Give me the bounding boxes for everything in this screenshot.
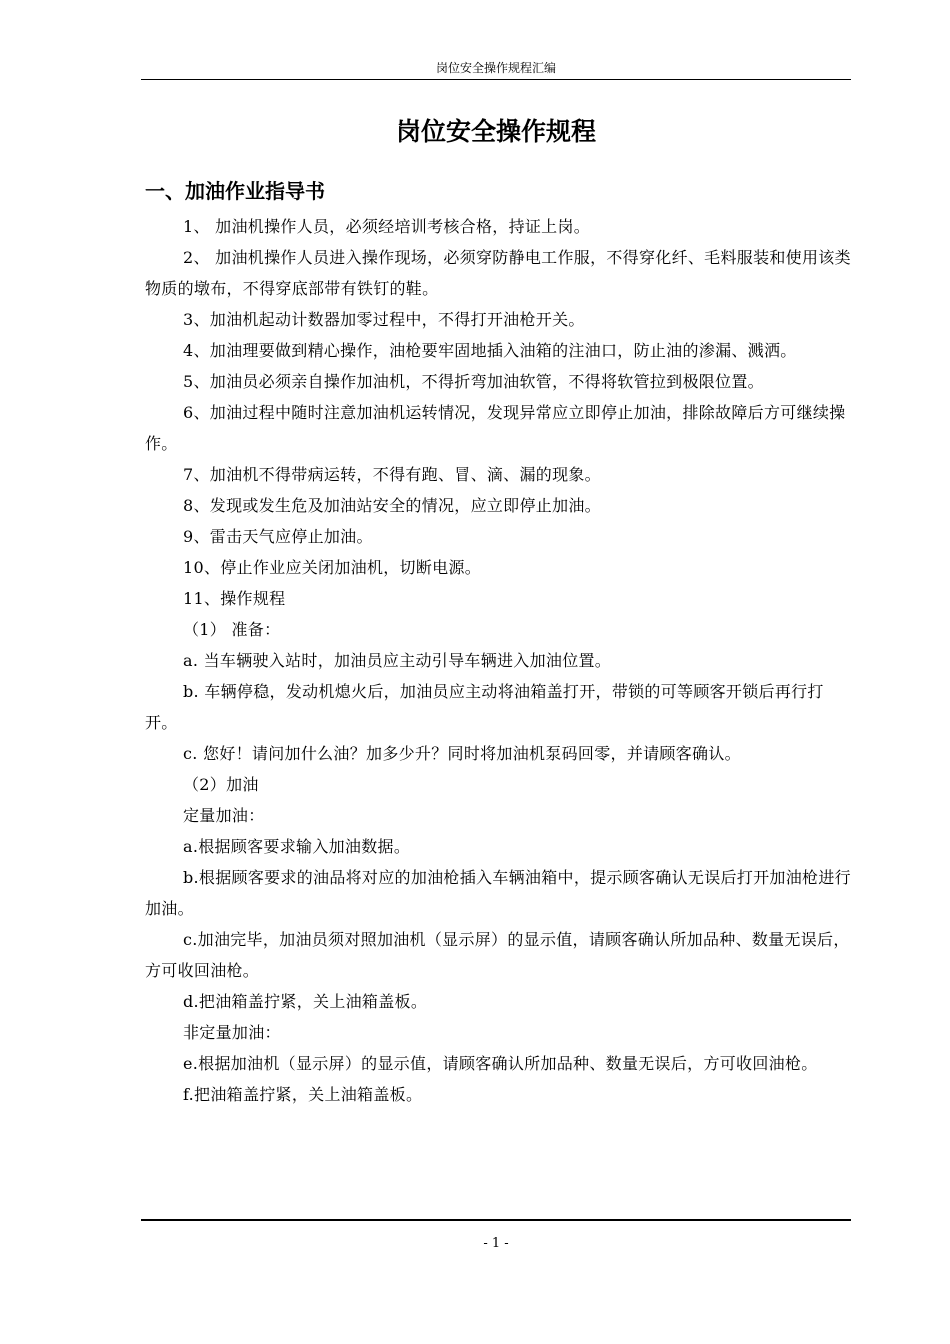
subheading-preparation: （1） 准备：: [183, 620, 281, 639]
document-title: 岗位安全操作规程: [395, 117, 596, 146]
step-b: b. 车辆停稳，发动机熄火后，加油员应主动将油箱盖打开，带锁的可等顾客开锁后再行打开。: [145, 682, 824, 732]
step-c: c. 您好！请问加什么油？加多少升？同时将加油机泵码回零，并请顾客确认。: [183, 744, 741, 763]
paragraph-10: 10、停止作业应关闭加油机，切断电源。: [183, 558, 482, 577]
paragraph-9: 9、雷击天气应停止加油。: [183, 527, 373, 546]
paragraph-4: 4、加油理要做到精心操作，油枪要牢固地插入油箱的注油口，防止油的渗漏、溅洒。: [183, 341, 797, 360]
running-header: 岗位安全操作规程汇编: [435, 61, 556, 75]
step-a: a. 当车辆驶入站时，加油员应主动引导车辆进入加油位置。: [183, 651, 612, 670]
paragraph-8: 8、发现或发生危及加油站安全的情况，应立即停止加油。: [183, 496, 601, 515]
paragraph-11: 11、操作规程: [183, 589, 286, 608]
fixed-step-c: c.加油完毕，加油员须对照加油机（显示屏）的显示值，请顾客确认所加品种、数量无误后，方可收回油枪。: [145, 930, 850, 980]
footer-divider: [141, 1219, 851, 1221]
label-non-fixed-quantity: 非定量加油：: [183, 1023, 281, 1042]
paragraph-2: 2、 加油机操作人员进入操作现场，必须穿防静电工作服，不得穿化纤、毛料服装和使用该类物质的墩布，不得穿底部带有铁钉的鞋。: [145, 248, 851, 298]
fixed-step-a: a.根据顾客要求输入加油数据。: [183, 837, 411, 856]
page-number: - 1 -: [483, 1236, 509, 1251]
paragraph-5: 5、加油员必须亲自操作加油机，不得折弯加油软管，不得将软管拉到极限位置。: [183, 372, 764, 391]
label-fixed-quantity: 定量加油：: [183, 806, 265, 825]
subheading-refueling: （2）加油: [183, 775, 259, 794]
paragraph-7: 7、加油机不得带病运转，不得有跑、冒、滴、漏的现象。: [183, 465, 601, 484]
header-divider: [141, 79, 851, 80]
non-fixed-step-e: e.根据加油机（显示屏）的显示值，请顾客确认所加品种、数量无误后，方可收回油枪。: [183, 1054, 818, 1073]
fixed-step-b: b.根据顾客要求的油品将对应的加油枪插入车辆油箱中，提示顾客确认无误后打开加油枪进行加油。: [145, 868, 851, 918]
section-heading: 一、加油作业指导书: [145, 179, 325, 203]
fixed-step-d: d.把油箱盖拧紧，关上油箱盖板。: [183, 992, 428, 1011]
paragraph-6: 6、加油过程中随时注意加油机运转情况，发现异常应立即停止加油，排除故障后方可继续操作。: [145, 403, 846, 453]
document-body: [145, 211, 853, 1110]
paragraph-1: 1、 加油机操作人员，必须经培训考核合格，持证上岗。: [183, 217, 591, 236]
non-fixed-step-f: f.把油箱盖拧紧，关上油箱盖板。: [183, 1085, 423, 1104]
paragraph-3: 3、加油机起动计数器加零过程中，不得打开油枪开关。: [183, 310, 585, 329]
